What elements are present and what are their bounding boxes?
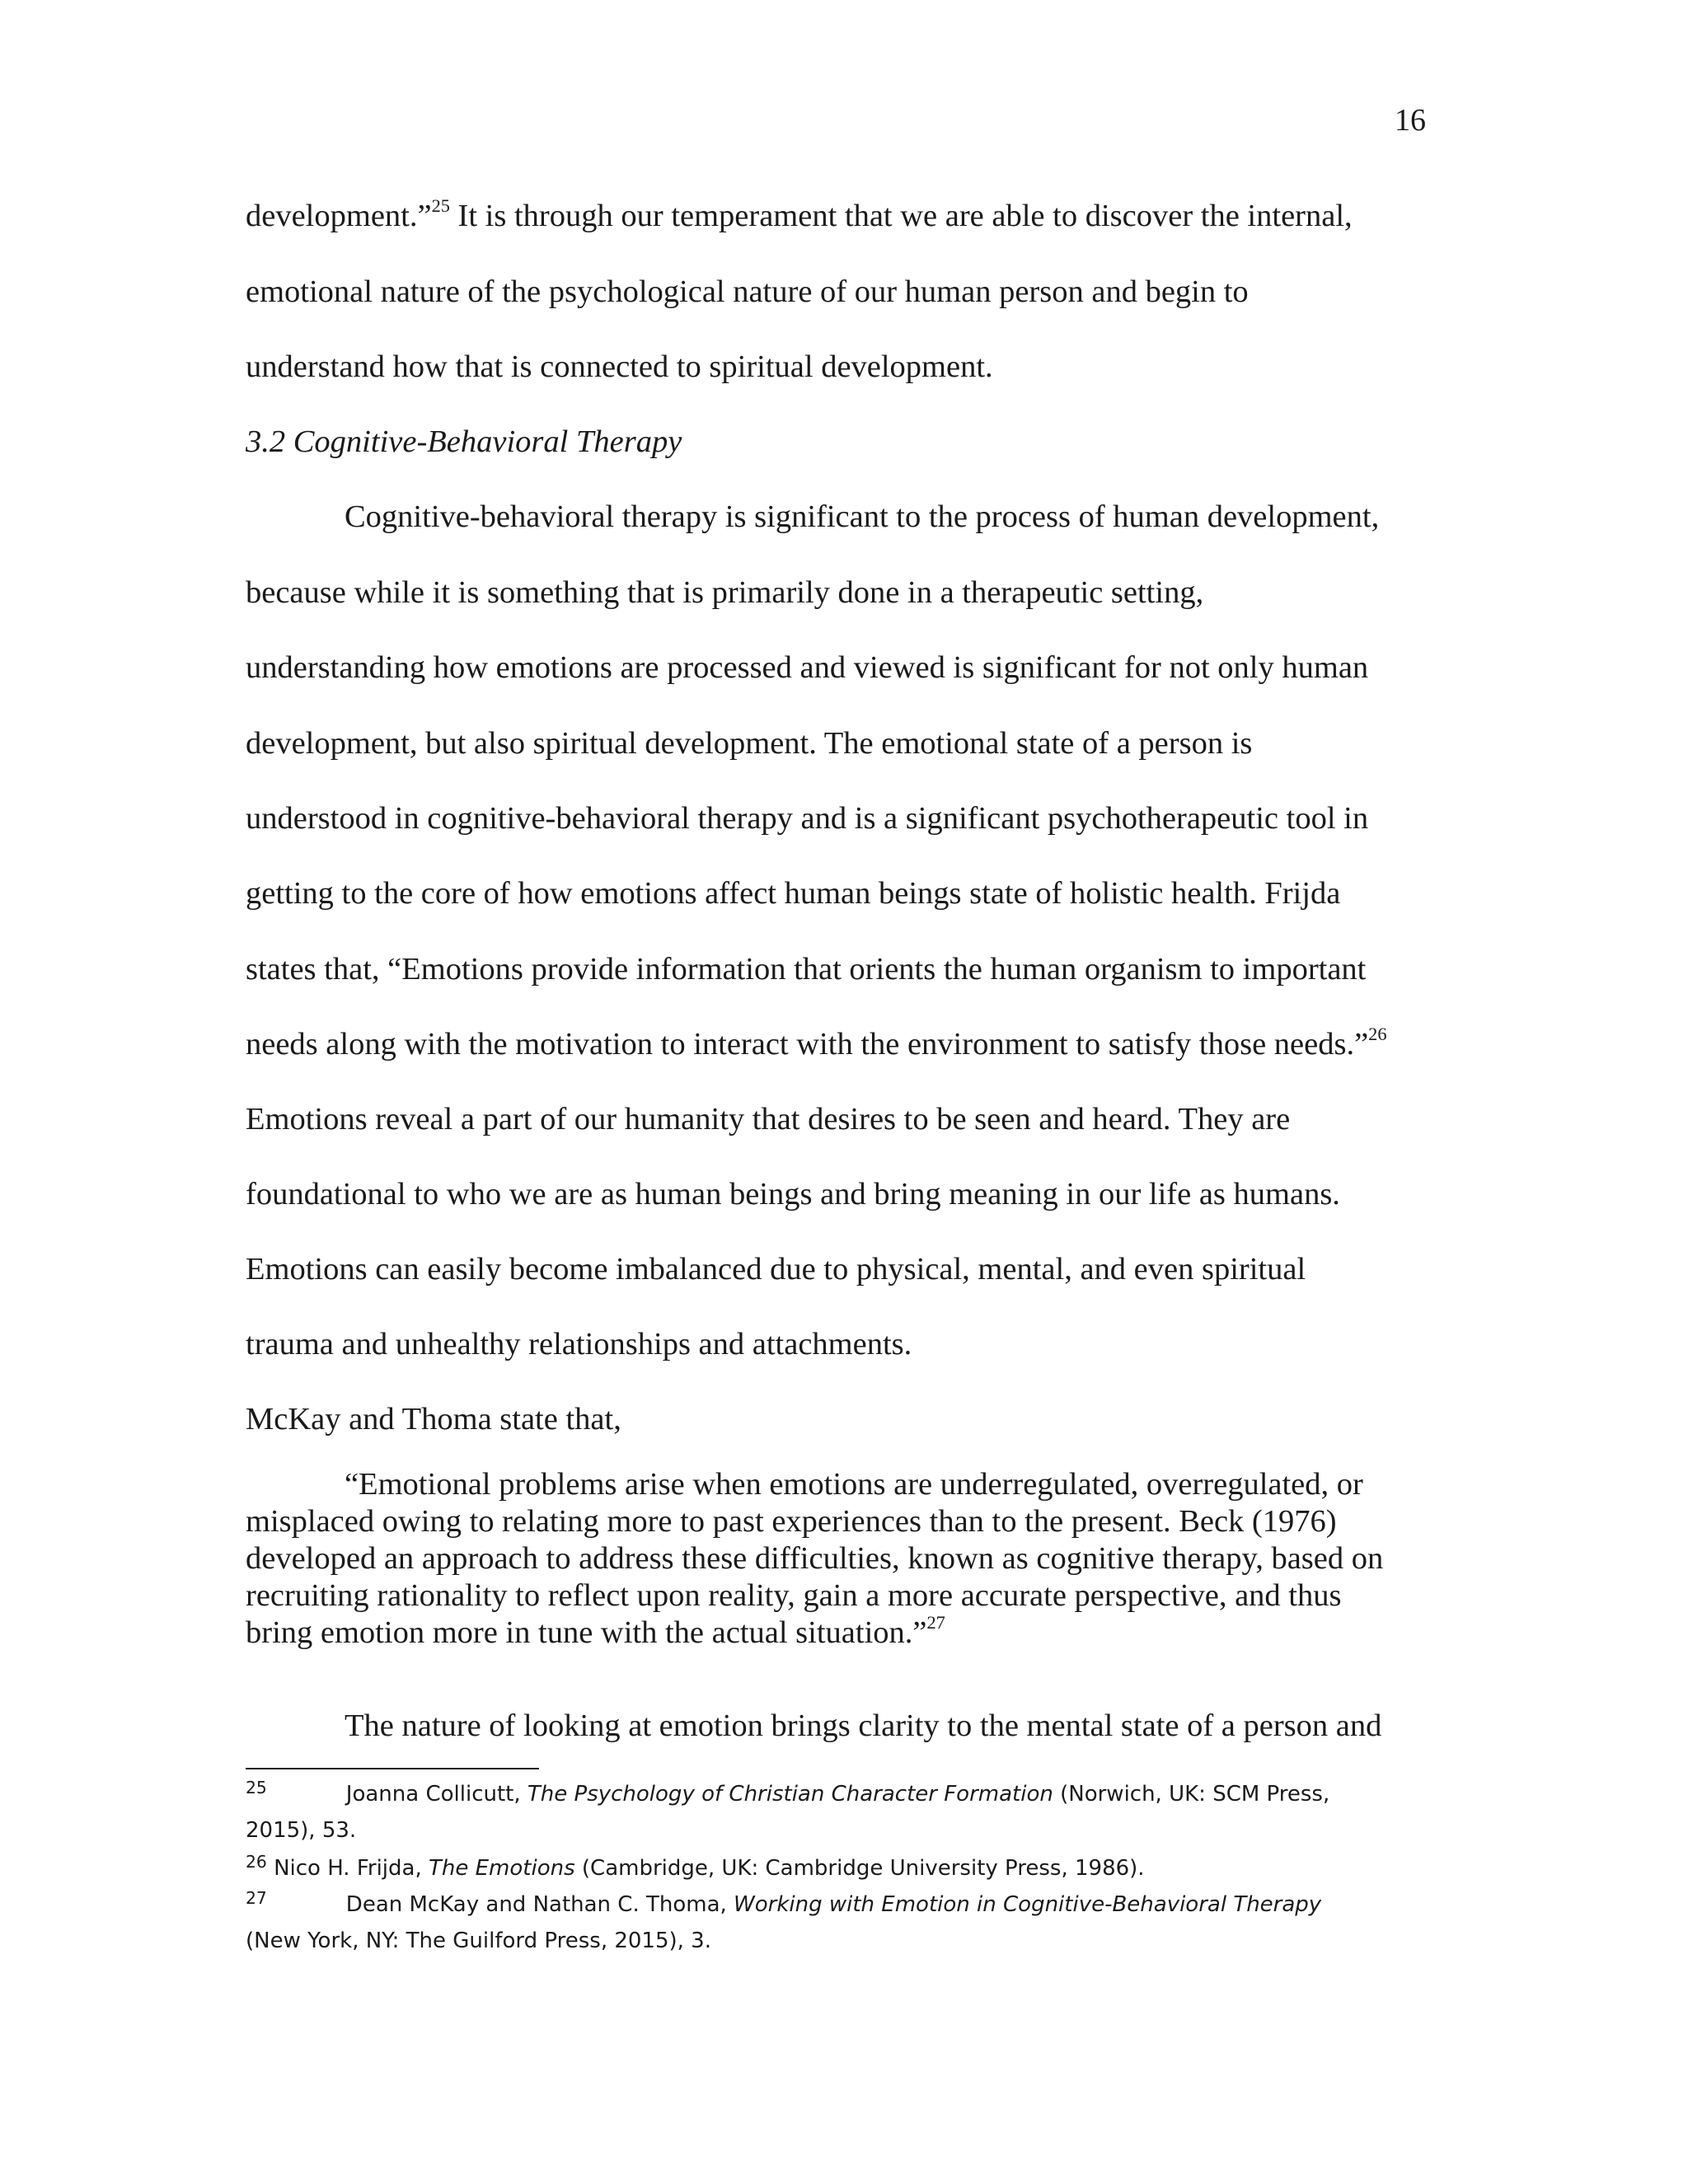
quote-line bbox=[246, 1614, 945, 1652]
body-line: McKay and Thoma state that, bbox=[246, 1402, 621, 1436]
footnote-separator bbox=[246, 1768, 539, 1769]
footnote-27 bbox=[246, 1886, 1321, 1924]
footnote-number: 27 bbox=[246, 1887, 267, 1908]
quote-line: misplaced owing to relating more to past experiences than to the present. Beck (1976) bbox=[246, 1504, 1337, 1539]
body-line: Emotions can easily become imbalanced due to physical, mental, and even spiritual bbox=[246, 1252, 1306, 1286]
page-number: 16 bbox=[1395, 103, 1426, 138]
body-line bbox=[246, 191, 1353, 241]
body-line: emotional nature of the psychological nature of our human person and begin to bbox=[246, 274, 1249, 309]
footnote-title: Working with Emotion in Cognitive-Behavioral Therapy bbox=[734, 1892, 1322, 1917]
text-run: development.” bbox=[246, 199, 432, 233]
text-run: needs along with the motivation to interact with the environment to satisfy those needs.” bbox=[246, 1027, 1369, 1062]
quote-line: “Emotional problems arise when emotions are underregulated, overregulated, or bbox=[345, 1467, 1363, 1502]
text-run: bring emotion more in tune with the actual situation.” bbox=[246, 1615, 927, 1650]
body-line: trauma and unhealthy relationships and attachments. bbox=[246, 1327, 912, 1361]
body-line bbox=[246, 1019, 1387, 1069]
footnote-number: 25 bbox=[246, 1777, 267, 1797]
footnote-number: 26 bbox=[246, 1851, 267, 1872]
text-run: It is through our temperament that we are able to discover the internal, bbox=[449, 199, 1353, 233]
body-line: understand how that is connected to spiritual development. bbox=[246, 349, 993, 384]
body-line: understood in cognitive-behavioral therapy and is a significant psychotherapeutic tool in bbox=[246, 801, 1369, 836]
footnote-author: Joanna Collicutt, bbox=[345, 1782, 528, 1807]
footnote-ref-25: 25 bbox=[431, 195, 450, 217]
body-line: foundational to who we are as human beings and bring meaning in our life as humans. bbox=[246, 1177, 1340, 1212]
footnote-title: The Psychology of Christian Character Formation bbox=[527, 1782, 1053, 1807]
quote-line: developed an approach to address these difficulties, known as cognitive therapy, based on bbox=[246, 1541, 1384, 1576]
footnote-author: Dean McKay and Nathan C. Thoma, bbox=[345, 1892, 734, 1917]
footnote-ref-27: 27 bbox=[926, 1612, 945, 1633]
footnote-25-continuation: 2015), 53. bbox=[246, 1818, 357, 1843]
body-line: getting to the core of how emotions affect human beings state of holistic health. Frijda bbox=[246, 876, 1341, 911]
footnote-publication: (Norwich, UK: SCM Press, bbox=[1053, 1782, 1330, 1807]
footnote-27-continuation: (New York, NY: The Guilford Press, 2015), 3. bbox=[246, 1929, 711, 1953]
body-line: The nature of looking at emotion brings clarity to the mental state of a person and bbox=[345, 1708, 1382, 1743]
body-line: understanding how emotions are processed and viewed is significant for not only human bbox=[246, 650, 1369, 685]
quote-line: recruiting rationality to reflect upon reality, gain a more accurate perspective, and thus bbox=[246, 1578, 1342, 1613]
body-line: because while it is something that is primarily done in a therapeutic setting, bbox=[246, 575, 1204, 610]
footnote-26 bbox=[246, 1850, 1145, 1887]
footnote-ref-26: 26 bbox=[1368, 1024, 1387, 1045]
footnote-author: Nico H. Frijda, bbox=[274, 1856, 429, 1881]
body-line: Cognitive-behavioral therapy is significant to the process of human development, bbox=[345, 499, 1380, 534]
footnote-publication: (Cambridge, UK: Cambridge University Press, 1986). bbox=[574, 1856, 1145, 1881]
footnote-title: The Emotions bbox=[429, 1856, 575, 1881]
section-heading: 3.2 Cognitive-Behavioral Therapy bbox=[246, 424, 682, 459]
body-line: development, but also spiritual development. The emotional state of a person is bbox=[246, 726, 1253, 761]
body-line: Emotions reveal a part of our humanity that desires to be seen and heard. They are bbox=[246, 1102, 1291, 1137]
body-line: states that, “Emotions provide information that orients the human organism to important bbox=[246, 952, 1367, 987]
footnote-25 bbox=[246, 1776, 1329, 1813]
